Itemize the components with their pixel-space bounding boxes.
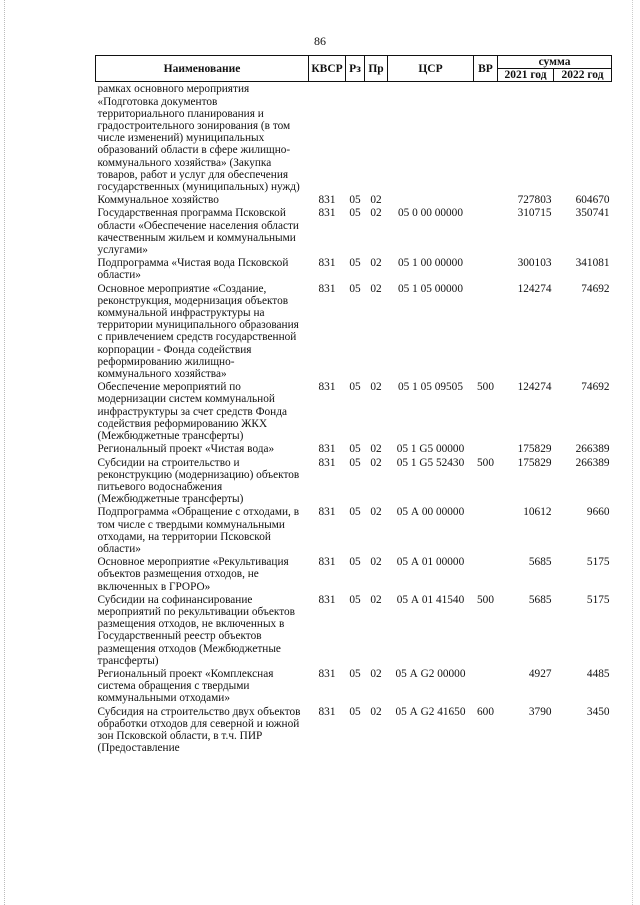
header-year-2021: 2021 год [498,69,554,82]
row-kvsr: 831 [318,556,336,569]
row-vr [474,443,498,456]
row-vr [474,668,498,706]
row-pr: 02 [370,456,382,469]
header-csr: ЦСР [388,56,474,82]
row-vr [474,283,498,382]
row-rz: 05 [349,667,361,680]
row-rz [346,82,365,194]
row-pr: 02 [370,443,382,456]
table-row [96,594,612,668]
row-amount-2022: 4485 [586,667,610,680]
table-row [96,457,612,507]
row-rz: 05 [349,282,361,295]
row-csr: 05 0 00 00000 [398,207,463,220]
row-vr [474,82,498,194]
row-rz: 05 [349,257,361,270]
header-vr: ВР [474,56,498,82]
row-amount-2021: 124274 [517,381,552,394]
table-row [96,506,612,556]
row-rz: 05 [349,456,361,469]
header-name: Наименование [96,56,309,82]
row-pr: 02 [370,207,382,220]
row-name: Подпрограмма «Обращение с отходами, в том числе с твердыми коммунальными отходами, на территории Псковской области» [97,506,300,555]
table-row [96,443,612,456]
table-row [96,82,612,194]
table-body [96,82,612,755]
header-pr: Пр [365,56,388,82]
table-row [96,556,612,594]
row-kvsr: 831 [318,705,336,718]
row-pr: 02 [370,194,382,207]
row-amount-2022: 341081 [575,257,610,270]
row-vr [474,194,498,207]
row-pr: 02 [370,282,382,295]
row-rz: 05 [349,593,361,606]
header-sum: сумма [498,56,612,69]
row-name: Субсидия на строительство двух объектов обработки отходов для северной и южной зон Псковской области, в т.ч. ПИР (Предоставление [97,705,301,755]
row-vr [474,257,498,282]
header-kvsr: КВСР [309,56,346,82]
scan-edge-left [4,0,6,905]
row-name: Коммунальное хозяйство [97,194,219,207]
row-pr: 02 [370,506,382,519]
scan-edge-right [632,0,634,905]
row-amount-2022: 3450 [586,705,610,718]
table-row [96,381,612,443]
row-amount-2022: 266389 [575,456,610,469]
row-csr [388,82,474,194]
table-row [96,194,612,207]
row-kvsr: 831 [318,593,336,606]
row-amount-2021: 310715 [517,207,552,220]
row-csr: 05 А G2 00000 [395,667,466,680]
row-amount-2021: 124274 [517,282,552,295]
row-amount-2022: 5175 [586,556,610,569]
row-kvsr: 831 [318,257,336,270]
row-name: Основное мероприятие «Рекультивация объектов размещения отходов, не включенных в ГРОРО» [97,556,289,593]
row-kvsr: 831 [318,381,336,394]
row-csr: 05 А G2 41650 [395,705,466,718]
header-rz: Рз [346,56,365,82]
row-amount-2021: 4927 [528,667,552,680]
row-pr [365,82,388,194]
row-csr: 05 А 01 00000 [396,556,465,569]
row-pr: 02 [370,705,382,718]
row-vr: 500 [477,456,494,469]
row-vr [474,556,498,594]
row-vr: 500 [477,381,494,394]
row-amount-2022: 604670 [575,194,610,207]
row-amount-2021: 175829 [517,456,552,469]
row-csr [388,194,474,207]
header-year-2022: 2022 год [554,69,612,82]
row-kvsr: 831 [318,207,336,220]
row-amount-2022: 74692 [581,381,610,394]
row-rz: 05 [349,443,361,456]
row-rz: 05 [349,705,361,718]
row-name: рамках основного мероприятия «Подготовка документов территориального планирования и градостроительного зонирования (в том числе изменений) муниципальных образований области в сфере жилищно-коммунального хозяйства» (Закупка товаров, работ и услуг для обеспечения государственных (муниципальных) нужд) [97,83,300,194]
row-name: Подпрограмма «Чистая вода Псковской области» [97,257,289,282]
row-pr: 02 [370,667,382,680]
row-amount-2022: 5175 [586,593,610,606]
row-kvsr: 831 [318,282,336,295]
row-amount-2021 [498,82,554,194]
row-amount-2022: 9660 [586,506,610,519]
row-csr: 05 1 G5 00000 [396,443,465,456]
row-name: Основное мероприятие «Создание, реконструкция, модернизация объектов коммунальной инфраструктуры на территории муниципального образования с привлечением средств государственной корпорации - Фонда содействия реформированию жилищно-коммунального хозяйства» [97,282,299,381]
row-amount-2022: 350741 [575,207,610,220]
row-rz: 05 [349,556,361,569]
row-name: Государственная программа Псковской области «Обеспечение населения области качественным жильем и коммунальными услугами» [97,207,299,257]
row-pr: 02 [370,593,382,606]
row-csr: 05 А 01 41540 [396,593,465,606]
row-csr: 05 1 00 00000 [398,257,463,270]
row-vr [474,506,498,556]
row-csr: 05 1 G5 52430 [396,456,465,469]
row-csr: 05 1 05 00000 [398,282,463,295]
row-kvsr: 831 [318,443,336,456]
row-rz: 05 [349,506,361,519]
row-name: Региональный проект «Комплексная система обращения с твердыми коммунальными отходами» [97,667,274,705]
row-kvsr: 831 [318,506,336,519]
table-row [96,668,612,706]
row-amount-2022: 74692 [581,282,610,295]
table-row [96,706,612,756]
row-amount-2021: 727803 [517,194,552,207]
row-csr: 05 А 00 00000 [396,506,465,519]
row-amount-2021: 10612 [523,506,552,519]
row-pr: 02 [370,257,382,270]
row-name: Обеспечение мероприятий по модернизации систем коммунальной инфраструктуры за счет средств Фонда содействия реформированию ЖКХ (Межбюджетные трансферты) [97,381,287,443]
row-rz: 05 [349,194,361,207]
page-number: 86 [314,34,326,48]
row-rz: 05 [349,381,361,394]
row-amount-2021: 300103 [517,257,552,270]
row-name: Региональный проект «Чистая вода» [97,443,275,456]
budget-table [95,55,612,755]
row-amount-2021: 3790 [528,705,552,718]
row-kvsr [309,82,346,194]
row-kvsr: 831 [318,194,336,207]
table-row [96,207,612,257]
row-amount-2021: 5685 [528,593,552,606]
row-kvsr: 831 [318,667,336,680]
row-vr [474,207,498,257]
row-vr: 500 [477,593,494,606]
row-name: Субсидии на софинансирование мероприятий по рекультивации объектов размещения отходов, не включенных в Государственный реестр объектов размещения отходов (Межбюджетные трансферты) [97,593,295,667]
row-amount-2022: 266389 [575,443,610,456]
table-header [96,56,612,82]
row-name: Субсидии на строительство и реконструкцию (модернизацию) объектов питьевого водоснабжения (Межбюджетные трансферты) [97,456,300,506]
row-pr: 02 [370,381,382,394]
row-csr: 05 1 05 09505 [398,381,463,394]
row-pr: 02 [370,556,382,569]
table-row [96,257,612,282]
row-vr: 600 [477,705,494,718]
row-amount-2021: 5685 [528,556,552,569]
row-amount-2021: 175829 [517,443,552,456]
row-kvsr: 831 [318,456,336,469]
row-amount-2022 [554,82,612,194]
row-rz: 05 [349,207,361,220]
table-row [96,283,612,382]
